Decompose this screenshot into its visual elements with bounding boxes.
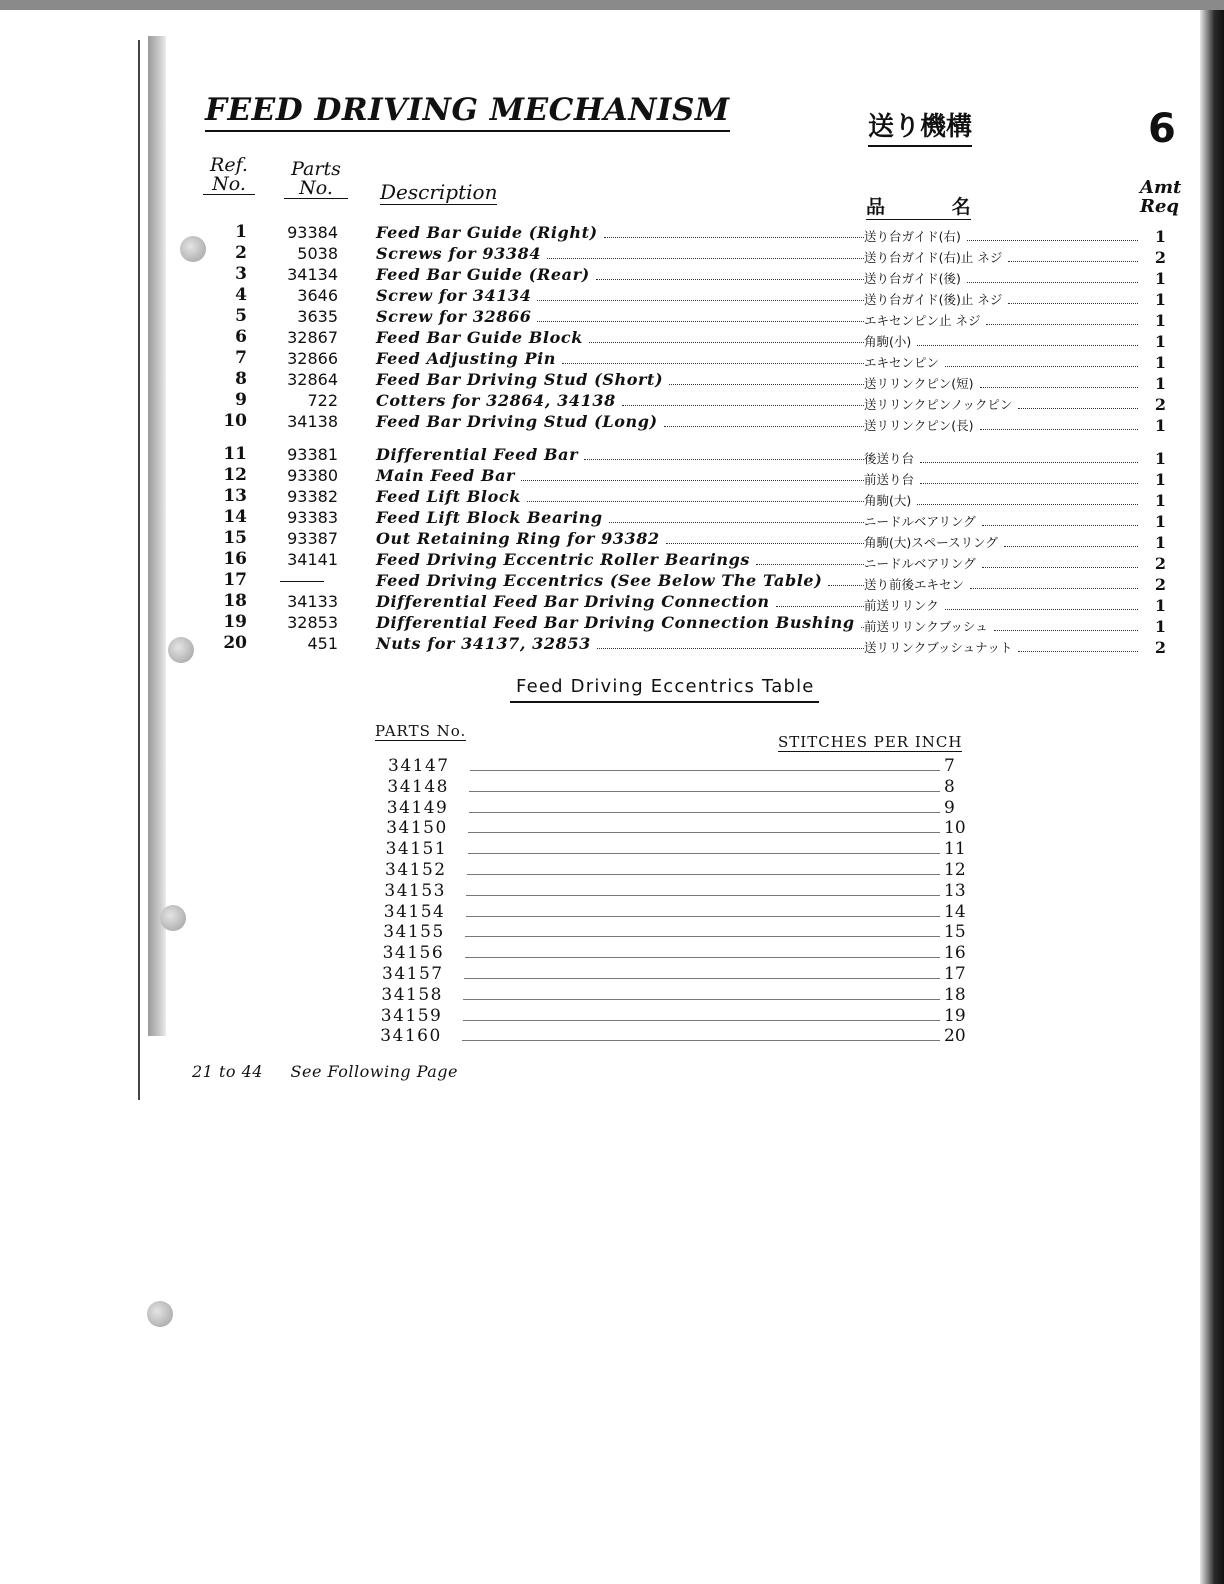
ref-number: 7 (235, 348, 247, 368)
leader-dots (967, 228, 1138, 241)
part-number: 722 (307, 391, 338, 410)
part-description (376, 265, 864, 284)
ref-number: 6 (235, 327, 247, 347)
leader-dots (967, 270, 1138, 283)
quantity: 1 (1154, 374, 1166, 393)
part-name-japanese-text: 送り台ガイド(右)止 ネジ (864, 250, 1003, 265)
part-description-text: Feed Bar Guide (Rear) (376, 265, 590, 284)
ref-number: 16 (223, 549, 247, 569)
quantity: 1 (1154, 449, 1166, 468)
eccentric-part-number: 34159 (380, 1005, 443, 1026)
parts-row (0, 633, 1224, 657)
part-name-japanese-text: 送り台ガイド(後)止 ネジ (864, 292, 1003, 307)
parts-row (0, 486, 1224, 510)
part-name-japanese-text: 送リリンクピン(短) (864, 376, 974, 391)
eccentric-part-number: 34152 (385, 859, 447, 880)
part-description (376, 466, 864, 485)
part-name-japanese-text: 送り台ガイド(右) (864, 229, 961, 244)
page-title-japanese: 送り機構 (868, 106, 972, 147)
ref-number: 15 (223, 528, 247, 548)
leader-dots (622, 393, 864, 406)
part-name-japanese-text: 送り前後エキセン (864, 577, 965, 592)
part-number: 3635 (297, 307, 338, 326)
leader-line (462, 1031, 940, 1041)
leader-line (469, 803, 940, 813)
leader-line (464, 969, 940, 979)
quantity: 1 (1154, 290, 1166, 309)
part-description (376, 223, 864, 242)
footer-range: 21 to 44 (192, 1062, 263, 1081)
quantity: 1 (1154, 470, 1166, 489)
stitches-per-inch: 7 (944, 756, 955, 776)
part-number (280, 571, 324, 582)
leader-line (466, 886, 940, 896)
eccentrics-row (380, 860, 980, 881)
quantity: 1 (1154, 227, 1166, 246)
leader-dots (920, 471, 1138, 484)
leader-dots (1018, 639, 1138, 652)
leader-line (468, 823, 940, 833)
part-number: 93382 (287, 487, 338, 506)
part-name-japanese-text: 後送り台 (864, 451, 915, 466)
part-description (376, 613, 864, 632)
leader-dots (527, 489, 864, 502)
quantity: 2 (1154, 638, 1166, 657)
parts-row (0, 570, 1224, 594)
part-description-text: Differential Feed Bar Driving Connection (376, 592, 770, 611)
eccentrics-row (380, 964, 980, 985)
part-description-text: Differential Feed Bar (376, 445, 579, 464)
stitches-per-inch: 19 (944, 1005, 966, 1026)
leader-dots (604, 225, 864, 238)
eccentric-part-number: 34149 (386, 797, 449, 818)
ref-number: 9 (235, 390, 247, 410)
eccentrics-row (380, 839, 980, 860)
quantity: 2 (1154, 554, 1166, 573)
parts-row (0, 306, 1224, 330)
parts-row (0, 411, 1224, 435)
part-description (376, 529, 864, 548)
stitches-per-inch: 8 (944, 776, 955, 797)
part-number: 32864 (287, 370, 338, 389)
part-description (376, 286, 864, 305)
part-description-text: Screws for 93384 (376, 244, 542, 263)
parts-row (0, 444, 1224, 468)
leader-dots (584, 447, 864, 460)
part-description-text: Feed Bar Guide (Right) (376, 223, 598, 242)
part-description (376, 349, 864, 368)
column-header-amount-required: Amt Req (1140, 177, 1182, 217)
eccentrics-row (380, 818, 980, 839)
part-name-japanese-text: 送リリンクブッシュナット (864, 640, 1013, 655)
eccentric-part-number: 34147 (388, 756, 450, 776)
eccentric-part-number: 34157 (382, 963, 444, 984)
leader-line (468, 844, 940, 854)
ref-number: 8 (235, 369, 247, 389)
leader-dots (756, 552, 864, 565)
quantity: 2 (1154, 575, 1166, 594)
part-description-text: Main Feed Bar (376, 466, 516, 485)
leader-line (467, 865, 940, 875)
eccentric-part-number: 34154 (383, 901, 446, 922)
ref-number: 14 (223, 507, 247, 527)
part-name-japanese-text: ニードルベアリング (864, 514, 976, 529)
part-description (376, 244, 864, 263)
leader-line (465, 927, 940, 937)
part-name-japanese (864, 416, 1138, 434)
stitches-per-inch: 20 (944, 1026, 966, 1047)
parts-row (0, 243, 1224, 267)
parts-row (0, 507, 1224, 531)
part-number: 32867 (287, 328, 338, 347)
eccentric-part-number: 34156 (382, 943, 445, 964)
leader-line (463, 1011, 940, 1021)
stitches-per-inch: 13 (944, 880, 966, 901)
parts-row (0, 612, 1224, 636)
eccentrics-row (380, 1026, 980, 1047)
part-number: 5038 (297, 244, 338, 263)
stitches-per-inch: 9 (944, 797, 955, 818)
part-number: 34134 (287, 265, 338, 284)
part-description-text: Screw for 34134 (376, 286, 532, 305)
leader-dots (597, 636, 864, 649)
column-header-description: Description (380, 180, 498, 204)
eccentrics-row (380, 1006, 980, 1027)
ref-number: 5 (235, 306, 247, 326)
leader-dots (982, 555, 1138, 568)
eccentrics-column-parts-no: PARTS No. (375, 722, 467, 740)
part-description (376, 307, 864, 326)
part-description-text: Out Retaining Ring for 93382 (376, 529, 660, 548)
eccentric-part-number: 34153 (384, 880, 446, 901)
ref-number: 2 (235, 243, 247, 263)
leader-dots (970, 576, 1138, 589)
leader-line (465, 948, 940, 958)
part-name-japanese-text: 送り台ガイド(後) (864, 271, 961, 286)
part-description-text: Feed Bar Guide Block (376, 328, 583, 347)
quantity: 2 (1154, 248, 1166, 267)
leader-dots (562, 351, 864, 364)
eccentrics-table-title: Feed Driving Eccentrics Table (510, 676, 819, 703)
leader-dots (547, 246, 864, 259)
leader-line (470, 761, 940, 771)
quantity: 1 (1154, 491, 1166, 510)
eccentrics-row (380, 756, 980, 777)
quantity: 2 (1154, 395, 1166, 414)
part-name-japanese-text: 前送リリンク (864, 598, 939, 613)
part-number: 32853 (287, 613, 338, 632)
part-number: 93383 (287, 508, 338, 527)
part-number: 93387 (287, 529, 338, 548)
part-description (376, 412, 864, 431)
part-description (376, 592, 864, 611)
part-description-text: Nuts for 34137, 32853 (376, 634, 591, 653)
parts-row (0, 390, 1224, 414)
leader-dots (917, 333, 1138, 346)
eccentrics-row (380, 881, 980, 902)
part-description (376, 487, 864, 506)
quantity: 1 (1154, 332, 1166, 351)
column-header-name-japanese: 品 名 (866, 192, 971, 220)
ref-number: 12 (223, 465, 247, 485)
quantity: 1 (1154, 416, 1166, 435)
parts-row (0, 348, 1224, 372)
eccentrics-row (380, 985, 980, 1006)
part-name-japanese-text: 送リリンクピン(長) (864, 418, 974, 433)
stitches-per-inch: 12 (944, 859, 966, 880)
part-description-text: Feed Driving Eccentric Roller Bearings (376, 550, 750, 569)
part-description (376, 391, 864, 410)
punch-hole-icon (147, 1301, 173, 1327)
page-title: FEED DRIVING MECHANISM (205, 92, 730, 132)
stitches-per-inch: 11 (944, 839, 966, 860)
ref-number: 10 (223, 411, 247, 431)
quantity: 1 (1154, 617, 1166, 636)
part-description (376, 370, 864, 389)
part-description-text: Feed Bar Driving Stud (Short) (376, 370, 664, 389)
part-name-japanese-text: 前送り台 (864, 472, 915, 487)
part-number: 34141 (287, 550, 338, 569)
leader-dots (537, 288, 864, 301)
ref-number: 1 (235, 222, 247, 242)
leader-dots (666, 531, 864, 544)
part-description-text: Screw for 32866 (376, 307, 532, 326)
parts-row (0, 528, 1224, 552)
eccentrics-table (380, 756, 980, 1047)
parts-row (0, 465, 1224, 489)
part-number: 93384 (287, 223, 338, 242)
quantity: 1 (1154, 311, 1166, 330)
part-name-japanese-text: 前送リリンクブッシュ (864, 619, 988, 634)
stitches-per-inch: 16 (944, 943, 966, 964)
leader-line (469, 782, 940, 792)
quantity: 1 (1154, 512, 1166, 531)
leader-dots (945, 354, 1138, 367)
ref-number: 4 (235, 285, 247, 305)
part-number: 3646 (297, 286, 338, 305)
part-description-text: Feed Driving Eccentrics (See Below The Table) (376, 571, 823, 590)
leader-dots (920, 450, 1138, 463)
part-name-japanese (864, 638, 1138, 656)
leader-dots (980, 417, 1138, 430)
eccentrics-row (380, 922, 980, 943)
ref-number: 11 (223, 444, 247, 464)
leader-dots (945, 597, 1138, 610)
leader-dots (982, 513, 1138, 526)
leader-dots (537, 309, 864, 322)
leader-dots (980, 375, 1138, 388)
stitches-per-inch: 14 (944, 901, 966, 922)
part-description-text: Feed Lift Block Bearing (376, 508, 603, 527)
leader-dots (986, 312, 1138, 325)
quantity: 1 (1154, 533, 1166, 552)
part-description-text: Feed Bar Driving Stud (Long) (376, 412, 658, 431)
page-number: 6 (1148, 106, 1176, 152)
punch-hole-icon (160, 905, 186, 931)
part-name-japanese-text: 角駒(小) (864, 334, 912, 349)
stitches-per-inch: 18 (944, 984, 966, 1005)
eccentrics-row (380, 943, 980, 964)
part-description (376, 328, 864, 347)
parts-row (0, 264, 1224, 288)
eccentrics-row (380, 902, 980, 923)
part-name-japanese-text: エキセンピン止 ネジ (864, 313, 981, 328)
leader-dots (669, 372, 864, 385)
eccentrics-row (380, 777, 980, 798)
part-name-japanese-text: エキセンピン (864, 355, 940, 370)
scan-top-border (0, 0, 1224, 10)
leader-dots (1008, 291, 1138, 304)
parts-row (0, 369, 1224, 393)
footer-note (192, 1062, 458, 1081)
leader-dots (664, 414, 864, 427)
part-number: 451 (307, 634, 338, 653)
part-description (376, 550, 864, 569)
leader-dots (828, 573, 864, 586)
leader-dots (994, 618, 1138, 631)
eccentric-part-number: 34160 (380, 1026, 442, 1047)
part-number: 34138 (287, 412, 338, 431)
leader-dots (589, 330, 864, 343)
parts-row (0, 327, 1224, 351)
leader-dots (1018, 396, 1138, 409)
stitches-per-inch: 15 (944, 922, 966, 943)
quantity: 1 (1154, 353, 1166, 372)
part-description-text: Differential Feed Bar Driving Connection Bushing (376, 613, 855, 632)
eccentric-part-number: 34151 (385, 839, 448, 860)
leader-line (463, 990, 940, 1000)
parts-row (0, 591, 1224, 615)
eccentric-part-number: 34150 (386, 818, 448, 839)
quantity: 1 (1154, 596, 1166, 615)
leader-dots (1004, 534, 1138, 547)
footer-see-following: See Following Page (290, 1062, 458, 1081)
ref-number: 20 (223, 633, 247, 653)
part-number: 93381 (287, 445, 338, 464)
part-description-text: Feed Lift Block (376, 487, 521, 506)
eccentrics-column-stitches: STITCHES PER INCH (778, 733, 963, 751)
part-name-japanese-text: 送リリンクピンノックピン (864, 397, 1013, 412)
parts-row (0, 549, 1224, 573)
parts-row (0, 222, 1224, 246)
leader-dots (776, 594, 864, 607)
column-header-ref-no: Ref. No. (203, 156, 255, 195)
part-description (376, 508, 864, 527)
part-name-japanese-text: 角駒(大)スペースリング (864, 535, 998, 550)
leader-line (466, 907, 940, 917)
leader-dots (917, 492, 1138, 505)
eccentric-part-number: 34158 (381, 984, 443, 1005)
column-header-parts-no: Parts No. (284, 160, 348, 199)
part-description (376, 571, 864, 590)
ref-number: 17 (223, 570, 247, 590)
eccentric-part-number: 34155 (383, 922, 445, 943)
eccentrics-row (380, 798, 980, 819)
quantity: 1 (1154, 269, 1166, 288)
stitches-per-inch: 17 (944, 963, 966, 984)
part-number: 34133 (287, 592, 338, 611)
leader-dots (1008, 249, 1138, 262)
eccentric-part-number: 34148 (387, 776, 449, 797)
leader-dots (609, 510, 864, 523)
part-description-text: Feed Adjusting Pin (376, 349, 557, 368)
ref-number: 3 (235, 264, 247, 284)
stitches-per-inch: 10 (944, 818, 966, 839)
leader-dots (596, 267, 864, 280)
part-description-text: Cotters for 32864, 34138 (376, 391, 616, 410)
part-description (376, 445, 864, 464)
ref-number: 18 (223, 591, 247, 611)
part-name-japanese-text: ニードルベアリング (864, 556, 976, 571)
part-name-japanese-text: 角駒(大) (864, 493, 912, 508)
ref-number: 19 (223, 612, 247, 632)
part-description (376, 634, 864, 653)
parts-row (0, 285, 1224, 309)
leader-dots (521, 468, 864, 481)
part-number: 93380 (287, 466, 338, 485)
parts-list (0, 222, 1224, 657)
part-number: 32866 (287, 349, 338, 368)
ref-number: 13 (223, 486, 247, 506)
